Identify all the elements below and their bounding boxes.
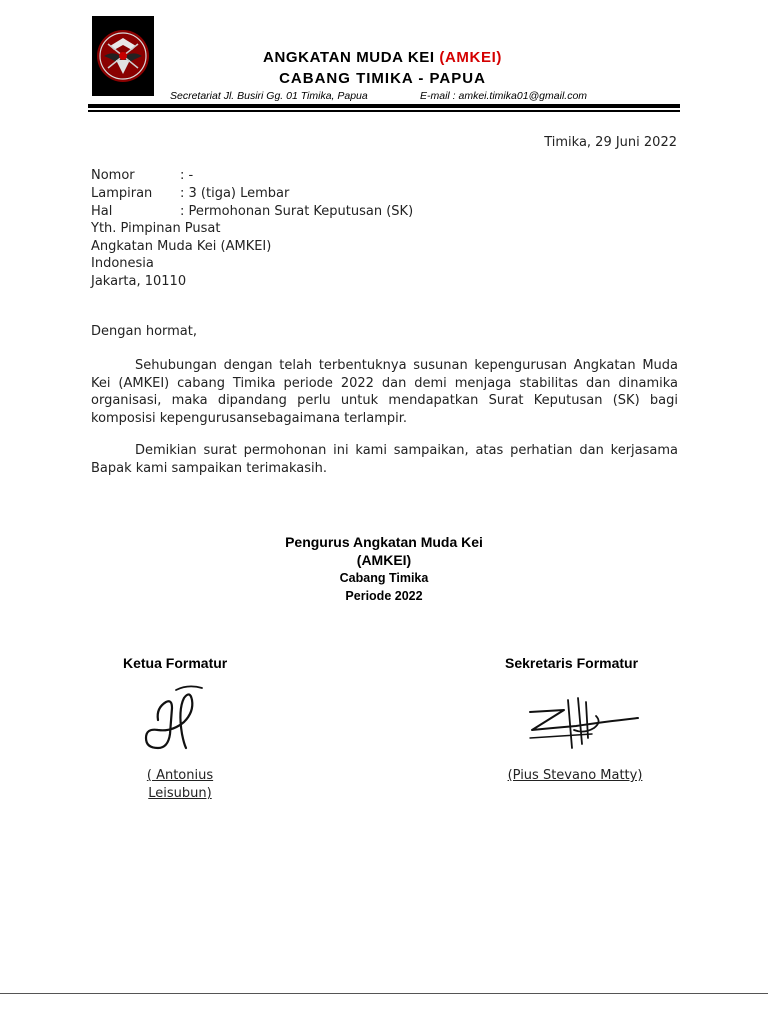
right-signature-icon: [512, 690, 662, 760]
letter-date: Timika, 29 Juni 2022: [544, 135, 677, 150]
right-signatory-name: (Pius Stevano Matty): [507, 768, 643, 783]
recipient-line: Jakarta, 10110: [91, 274, 187, 289]
meta-value-lampiran: : 3 (tiga) Lembar: [180, 186, 290, 201]
organization-name-text: ANGKATAN MUDA KEI: [263, 49, 435, 66]
body-paragraph-text: Sehubungan dengan telah terbentuknya susunan kepengurusan Angkatan Muda Kei (AMKEI) cabang Timika periode 2022 dan demi menjaga stabilitas dan dinamika organisasi, maka dipandang perlu untuk mendapatkan Surat Keputusan (SK) bagi komposisi kepengurusansebagaimana terlampir.: [91, 358, 678, 426]
header-rule-thin: [88, 110, 680, 112]
meta-label-hal: Hal: [91, 204, 113, 219]
branch-name: CABANG TIMIKA - PAPUA: [279, 70, 486, 87]
closing-abbr-line: (AMKEI): [356, 552, 412, 568]
closing-branch-line: Cabang Timika: [339, 571, 429, 585]
left-signatory-name: [125, 767, 235, 803]
left-signatory-name-line2: Leisubun): [148, 786, 212, 801]
amkei-emblem-icon: [92, 16, 154, 96]
body-paragraph-text: Demikian surat permohonan ini kami sampaikan, atas perhatian dan kerjasama Bapak kami sampaikan terimakasih.: [91, 443, 678, 476]
left-signatory-role: Ketua Formatur: [123, 655, 228, 671]
right-signatory-role: Sekretaris Formatur: [505, 655, 639, 671]
contact-email: E-mail : amkei.timika01@gmail.com: [420, 90, 588, 102]
secretariat-address: Secretariat Jl. Busiri Gg. 01 Timika, Papua: [170, 90, 368, 102]
body-paragraph-2: [91, 442, 678, 477]
header-rule-thick: [88, 104, 680, 108]
left-signatory-name-line1: ( Antonius: [146, 768, 214, 783]
meta-value-nomor: : -: [180, 168, 194, 183]
recipient-line: Yth. Pimpinan Pusat: [91, 221, 221, 236]
left-signature-icon: [128, 678, 228, 762]
page-bottom-divider: [0, 993, 768, 994]
meta-value-hal: : Permohonan Surat Keputusan (SK): [180, 204, 414, 219]
organization-name: [150, 49, 615, 66]
recipient-line: Indonesia: [91, 256, 154, 271]
greeting: Dengan hormat,: [91, 324, 198, 339]
body-paragraph-1: [91, 357, 678, 427]
recipient-line: Angkatan Muda Kei (AMKEI): [91, 239, 272, 254]
closing-org-line: Pengurus Angkatan Muda Kei: [285, 534, 483, 550]
meta-label-lampiran: Lampiran: [91, 186, 153, 201]
closing-period-line: Periode 2022: [345, 589, 423, 603]
organization-abbreviation: (AMKEI): [439, 49, 502, 66]
meta-label-nomor: Nomor: [91, 168, 135, 183]
